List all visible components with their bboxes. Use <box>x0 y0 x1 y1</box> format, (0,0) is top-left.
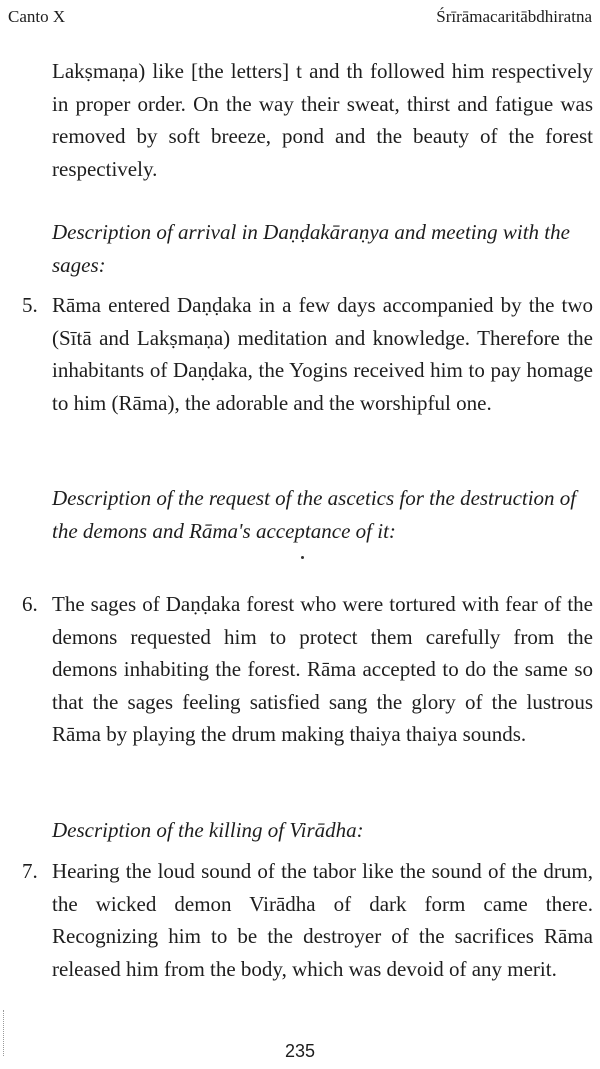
item-text: Hearing the loud sound of the tabor like the sound of the drum, the wicked demon Virādha of dark form came there. Recognizing him to be the destroyer of the sacrifices Rāma released him from the body, which was devoid of any merit. <box>52 859 593 981</box>
intro-paragraph: Lakṣmaṇa) like [the letters] t and th followed him respectively in proper order. On the way their sweat, thirst and fatigue was removed by soft breeze, pond and the beauty of the forest respectively. <box>52 59 593 181</box>
list-item-5 <box>0 289 593 419</box>
item-number: 5. <box>22 293 38 317</box>
item-text: Rāma entered Daṇḍaka in a few days accompanied by the two (Sītā and Lakṣmaṇa) meditation and knowledge. Therefore the inhabitants of Daṇḍaka, the Yogins received him to pay homage to him (Rāma), the adorable and the worshipful one. <box>52 293 593 415</box>
canto-label: Canto X <box>8 7 66 26</box>
page-number: 235 <box>284 1041 316 1061</box>
running-header <box>8 6 592 28</box>
section-heading-request: Description of the request of the ascetics for the destruction of the demons and Rāma's acceptance of it: <box>52 486 577 543</box>
item-text: The sages of Daṇḍaka forest who were tortured with fear of the demons requested him to protect them carefully from the demons inhabiting the forest. Rāma accepted to do the same so that the sages feeling satisfied sang the glory of the lustrous Rāma by playing the drum making thaiya thaiya sounds. <box>52 592 593 746</box>
list-item-7 <box>0 855 593 985</box>
section-heading-arrival: Description of arrival in Daṇḍakāraṇya and meeting with the sages: <box>52 220 570 277</box>
print-speck <box>301 556 304 559</box>
book-title: Śrīrāmacaritābdhiratna <box>436 7 592 26</box>
list-item-6 <box>0 588 593 751</box>
item-number: 7. <box>22 859 38 883</box>
section-heading-viradha: Description of the killing of Virādha: <box>52 818 364 842</box>
item-number: 6. <box>22 592 38 616</box>
